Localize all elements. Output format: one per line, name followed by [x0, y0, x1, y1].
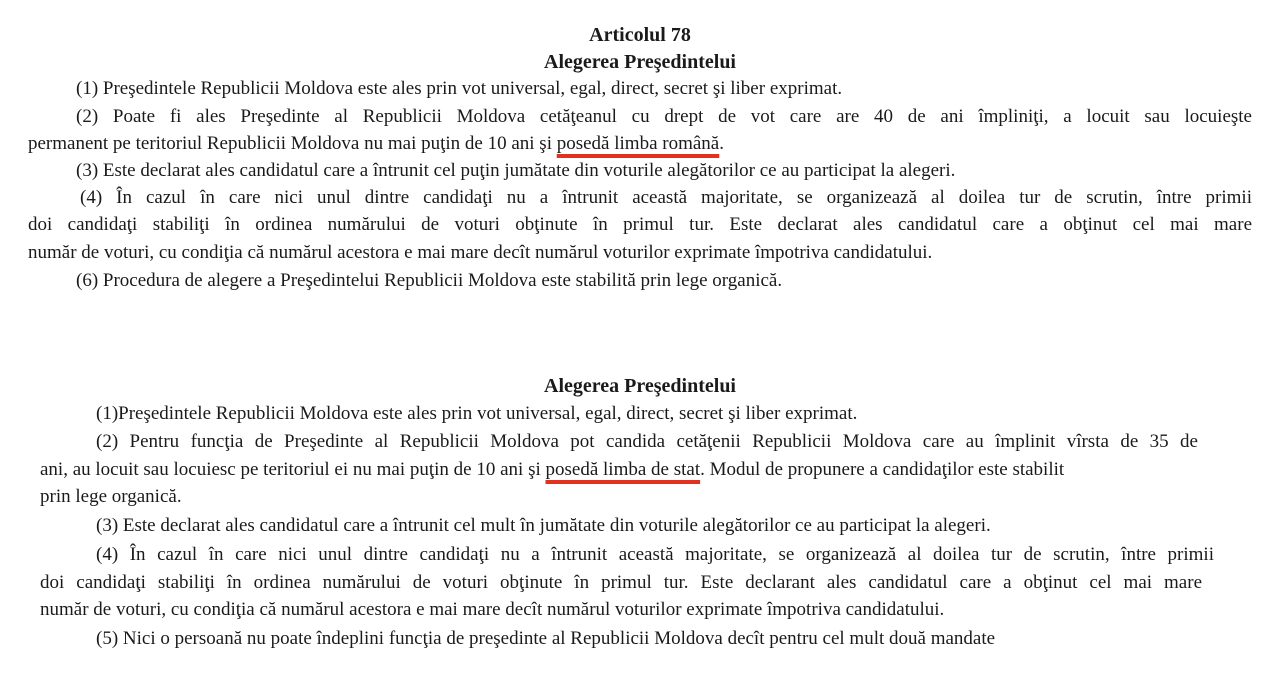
section2-paragraph-2-line-1: (2) Pentru funcţia de Preşedinte al Republicii Moldova pot candida cetăţenii Republicii Moldova care au împlinit vîrsta de 35 de: [96, 431, 1198, 452]
section2-paragraph-2-line-2: [40, 457, 1064, 483]
text-fragment: .: [719, 133, 724, 154]
section1-paragraph-4-line-2: doi candidaţi stabiliţi în ordinea numărului de voturi obţinute în primul tur. Este declarat ales candidatul care a obţinut cel mai mare: [28, 214, 1252, 235]
section2-paragraph-4-line-2: doi candidaţi stabiliţi în ordinea numărului de voturi obţinute în primul tur. Este declarant ales candidatul care a obţinut cel mai mare: [40, 572, 1202, 593]
section2-paragraph-4-line-3: număr de voturi, cu condiţia că numărul acestora e mai mare decît numărul voturilor exprimate împotriva candidatului.: [40, 599, 945, 620]
text-fragment: permanent pe teritoriul Republicii Moldova nu mai puţin de 10 ani şi: [28, 133, 557, 154]
text-fragment: ani, au locuit sau locuiesc pe teritoriul ei nu mai puţin de 10 ani şi: [40, 459, 546, 480]
section2-paragraph-2-line-3: prin lege organică.: [40, 486, 182, 507]
section1-paragraph-2-line-1: (2) Poate fi ales Preşedinte al Republicii Moldova cetăţeanul cu drept de vot care are 40 de ani împliniţi, a locuit sau locuieşte: [76, 106, 1252, 127]
text-fragment: . Modul de propunere a candidaţilor este stabilit: [700, 459, 1065, 480]
section2-paragraph-3: (3) Este declarat ales candidatul care a întrunit cel mult în jumătate din voturile alegătorilor ce au participat la alegeri.: [96, 515, 991, 536]
highlighted-phrase: posedă limba română: [556, 133, 720, 154]
section2-paragraph-4-line-1: (4) În cazul în care nici unul dintre candidaţi nu a întrunit această majoritate, se organizează al doilea tur de scrutin, între primii: [96, 544, 1214, 565]
section1-paragraph-4-line-1: (4) În cazul în care nici unul dintre candidaţi nu a întrunit această majoritate, se organizează al doilea tur de scrutin, între primii: [80, 187, 1252, 208]
section1-paragraph-4-line-3: număr de voturi, cu condiţia că numărul acestora e mai mare decît numărul voturilor exprimate împotriva candidatului.: [28, 242, 933, 263]
section1-title: Alegerea Preşedintelui: [544, 51, 736, 73]
section1-paragraph-2-line-2: [28, 131, 724, 157]
article-heading: Articolul 78: [589, 24, 691, 46]
section2-paragraph-1: (1)Preşedintele Republicii Moldova este ales prin vot universal, egal, direct, secret şi liber exprimat.: [96, 403, 858, 424]
highlighted-phrase: posedă limba de stat: [545, 459, 701, 480]
section2-paragraph-5: (5) Nici o persoană nu poate îndeplini funcţia de preşedinte al Republicii Moldova decît pentru cel mult două mandate: [96, 628, 996, 649]
section1-paragraph-6: (6) Procedura de alegere a Preşedintelui Republicii Moldova este stabilită prin lege organică.: [76, 270, 783, 291]
section2-title: Alegerea Preşedintelui: [544, 375, 736, 397]
section1-paragraph-3: (3) Este declarat ales candidatul care a întrunit cel puţin jumătate din voturile alegătorilor ce au participat la alegeri.: [76, 160, 956, 181]
section1-paragraph-1: (1) Preşedintele Republicii Moldova este ales prin vot universal, egal, direct, secret şi liber exprimat.: [76, 78, 843, 99]
